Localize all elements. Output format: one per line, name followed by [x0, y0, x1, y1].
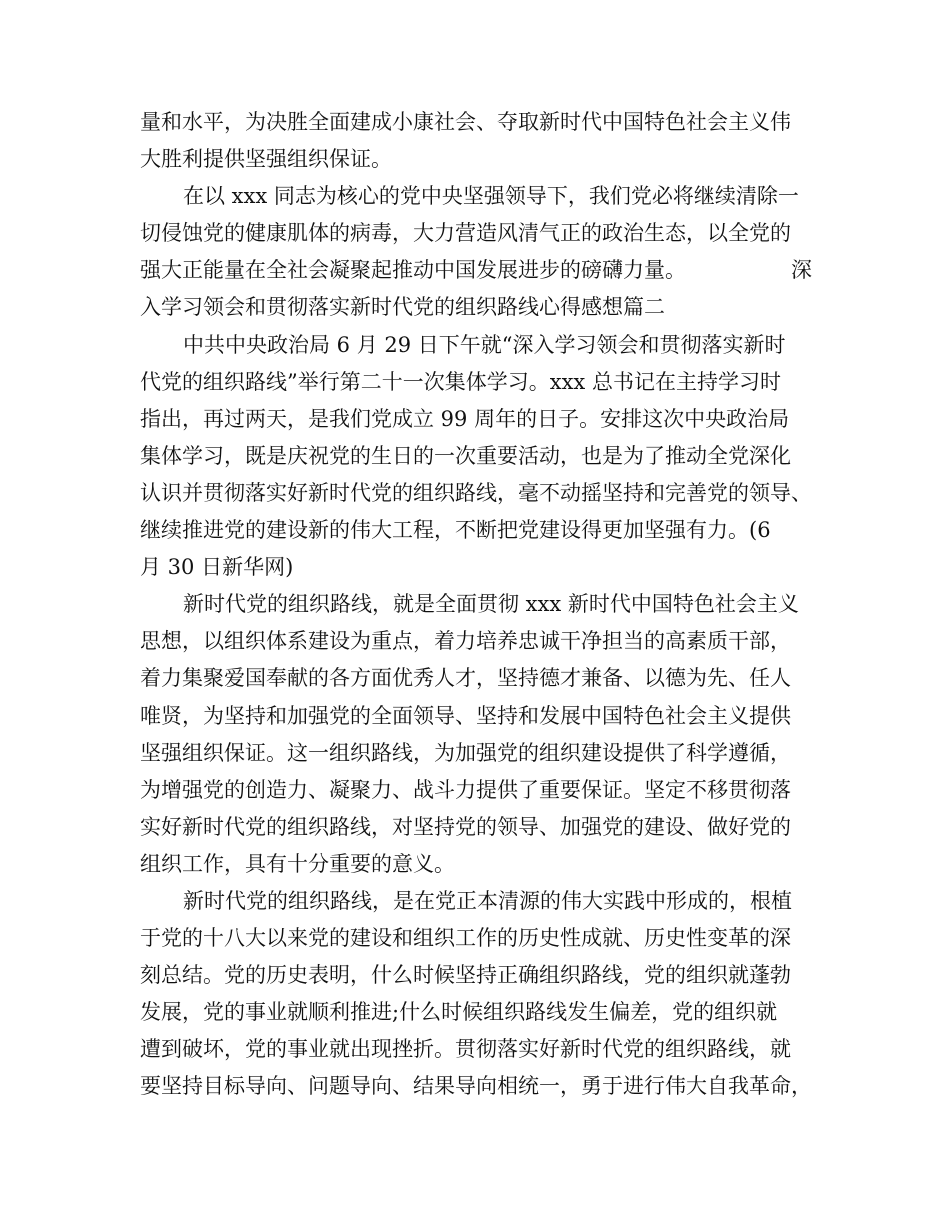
text-line: 发展，党的事业就顺利推进;什么时候组织路线发生偏差，党的组织就: [140, 1000, 778, 1025]
text-line: 坚强组织保证。这一组织路线，为加强党的组织建设提供了科学遵循，: [140, 740, 791, 765]
text-line: 要坚持目标导向、问题导向、结果导向相统一，勇于进行伟大自我革命，: [140, 1074, 812, 1099]
paragraph-start: 中共中央政治局 6 月 29 日下午就“深入学习领会和贯彻落实新时: [183, 332, 786, 357]
text-line: 遭到破坏，党的事业就出现挫折。贯彻落实好新时代党的组织路线，就: [140, 1037, 791, 1062]
paragraph-start: 新时代党的组织路线，就是全面贯彻 xxx 新时代中国特色社会主义: [183, 592, 799, 617]
text-line: 指出，再过两天，是我们党成立 99 周年的日子。安排这次中央政治局: [140, 406, 790, 431]
text-line: [140, 252, 820, 289]
text-line: 切侵蚀党的健康肌体的病毒，大力营造风清气正的政治生态，以全党的: [140, 221, 791, 246]
paragraph-start: 在以 xxx 同志为核心的党中央坚强领导下，我们党必将继续清除一: [183, 184, 799, 209]
text-line: 着力集聚爱国奉献的各方面优秀人才，坚持德才兼备、以德为先、任人: [140, 666, 791, 691]
text-line: 思想，以组织体系建设为重点，着力培养忠诚干净担当的高素质干部，: [140, 629, 791, 654]
text-line: 大胜利提供坚强组织保证。: [140, 147, 392, 172]
text-line: 为增强党的创造力、凝聚力、战斗力提供了重要保证。坚定不移贯彻落: [140, 777, 791, 802]
text-line: 月 30 日新华网): [140, 555, 294, 580]
text-line: 量和水平，为决胜全面建成小康社会、夺取新时代中国特色社会主义伟: [140, 110, 791, 134]
text-line: 组织工作，具有十分重要的意义。: [140, 851, 455, 876]
text-line: 于党的十八大以来党的建设和组织工作的历史性成就、历史性变革的深: [140, 926, 791, 951]
text-line: 代党的组织路线”举行第二十一次集体学习。xxx 总书记在主持学习时: [140, 369, 781, 394]
text-line: 唯贤，为坚持和加强党的全面领导、坚持和发展中国特色社会主义提供: [140, 703, 791, 728]
paragraph-start: 新时代党的组织路线，是在党正本清源的伟大实践中形成的，根植: [183, 888, 792, 913]
text-line: 刻总结。党的历史表明，什么时候坚持正确组织路线，党的组织就蓬勃: [140, 963, 791, 988]
document-body: [140, 104, 820, 1106]
text-line: 集体学习，既是庆祝党的生日的一次重要活动，也是为了推动全党深化: [140, 443, 791, 468]
heading-start-char: 深: [791, 258, 812, 283]
text-line-content: 强大正能量在全社会凝聚起推动中国发展进步的磅礴力量。: [140, 258, 686, 283]
text-line: 认识并贯彻落实好新时代党的组织路线，毫不动摇坚持和完善党的领导、: [140, 480, 812, 505]
text-line: 实好新时代党的组织路线，对坚持党的领导、加强党的建设、做好党的: [140, 814, 791, 839]
section-heading: 入学习领会和贯彻落实新时代党的组织路线心得感想篇二: [140, 295, 665, 320]
text-line: 继续推进党的建设新的伟大工程，不断把党建设得更加坚强有力。(6: [140, 518, 771, 543]
